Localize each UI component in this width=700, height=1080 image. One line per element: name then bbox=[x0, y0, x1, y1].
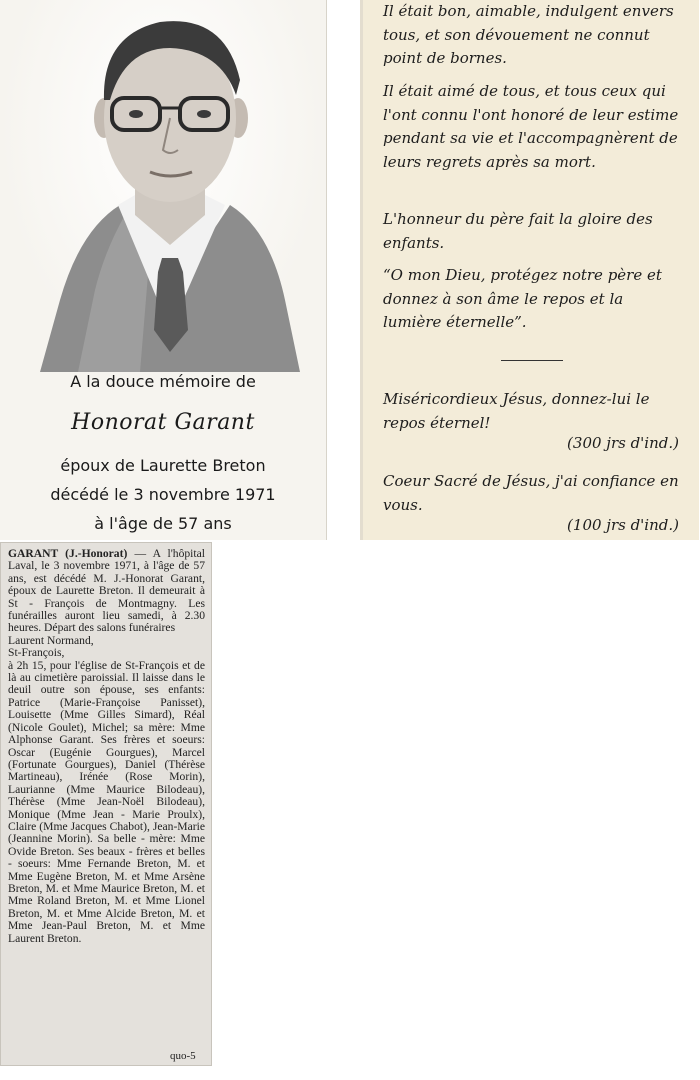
obituary-clipping bbox=[0, 542, 212, 1066]
indulgence-300: (300 jrs d'ind.) bbox=[567, 434, 679, 452]
memorial-card-front bbox=[0, 0, 327, 540]
obituary-body: — A l'hôpital Laval, le 3 novembre 1971, à l'âge de 57 ans, est décédé M. J.-Honorat Garant, époux de Laurette Breton. Il demeurait à St - François de Montmagny. Les funérailles auront lieu samedi, à 2.30 heures. Départ des salons funéraires Laurent Normand, St-François, à 2h 15, pour l'église de St-François et de là au cimetière paroissial. Il laisse dans le deuil outre son épouse, ses enfants: Patrice (Marie-Françoise Panisset), Louisette (Mme Gilles Simard), Réal (Nicole Goulet), Michel; sa mère: Mme Alphonse Garant. Ses frères et soeurs: Oscar (Eugénie Gourgues), Marcel (Fortunate Gourgues), Daniel (Thérèse Martineau), Irénée (Rose Morin), Laurianne (Mme Maurice Bilodeau), Thérèse (Mme Jean-Noël Bilodeau), Monique (Mme Jean - Marie Proulx), Claire (Mme Jacques Chabot), Jean-Marie (Jeannine Morin). Sa belle - mère: Mme Ovide Breton. Ses beaux - frères et belles - soeurs: Mme Fernande Breton, M. et Mme Eugène Breton, M. et Mme Arsène Breton, M. et Mme Maurice Breton, M. et Mme Roland Breton, M. et Mme Lionel Breton, M. et Mme Alcide Breton, M. et Mme Jean-Paul Breton, M. et Mme Laurent Breton. bbox=[8, 547, 205, 945]
portrait-illustration bbox=[0, 0, 326, 372]
prayer-sacred-heart: Coeur Sacré de Jésus, j'ai confiance en vous. bbox=[383, 472, 679, 514]
memorial-dedication: A la douce mémoire de bbox=[70, 372, 256, 391]
death-date-line: décédé le 3 novembre 1971 bbox=[50, 485, 276, 504]
spouse-line: époux de Laurette Breton bbox=[60, 456, 266, 475]
deceased-name: Honorat Garant bbox=[71, 410, 255, 435]
prayer-quote: “O mon Dieu, protégez notre père et donnez à son âme le repos et la lumière éternelle”. bbox=[383, 266, 662, 331]
divider bbox=[501, 360, 563, 361]
memorial-card-back bbox=[360, 0, 699, 540]
portrait-photo bbox=[0, 0, 326, 372]
age-line: à l'âge de 57 ans bbox=[94, 514, 232, 533]
tribute-paragraph-3: L'honneur du père fait la gloire des enfants. bbox=[383, 210, 653, 252]
prayer-jesus: Miséricordieux Jésus, donnez-lui le repos éternel! bbox=[383, 390, 650, 432]
obituary-heading: GARANT (J.-Honorat) bbox=[8, 547, 128, 560]
clipping-code: quo-5 bbox=[170, 1050, 196, 1062]
tribute-paragraph-1: Il était bon, aimable, indulgent envers tous, et son dévouement ne connut point de bornes. bbox=[383, 2, 674, 67]
indulgence-100: (100 jrs d'ind.) bbox=[567, 516, 679, 534]
tribute-paragraph-2: Il était aimé de tous, et tous ceux qui l'ont connu l'ont honoré de leur estime pendant sa vie et l'accompagnèrent de leurs regrets après sa mort. bbox=[383, 82, 679, 171]
